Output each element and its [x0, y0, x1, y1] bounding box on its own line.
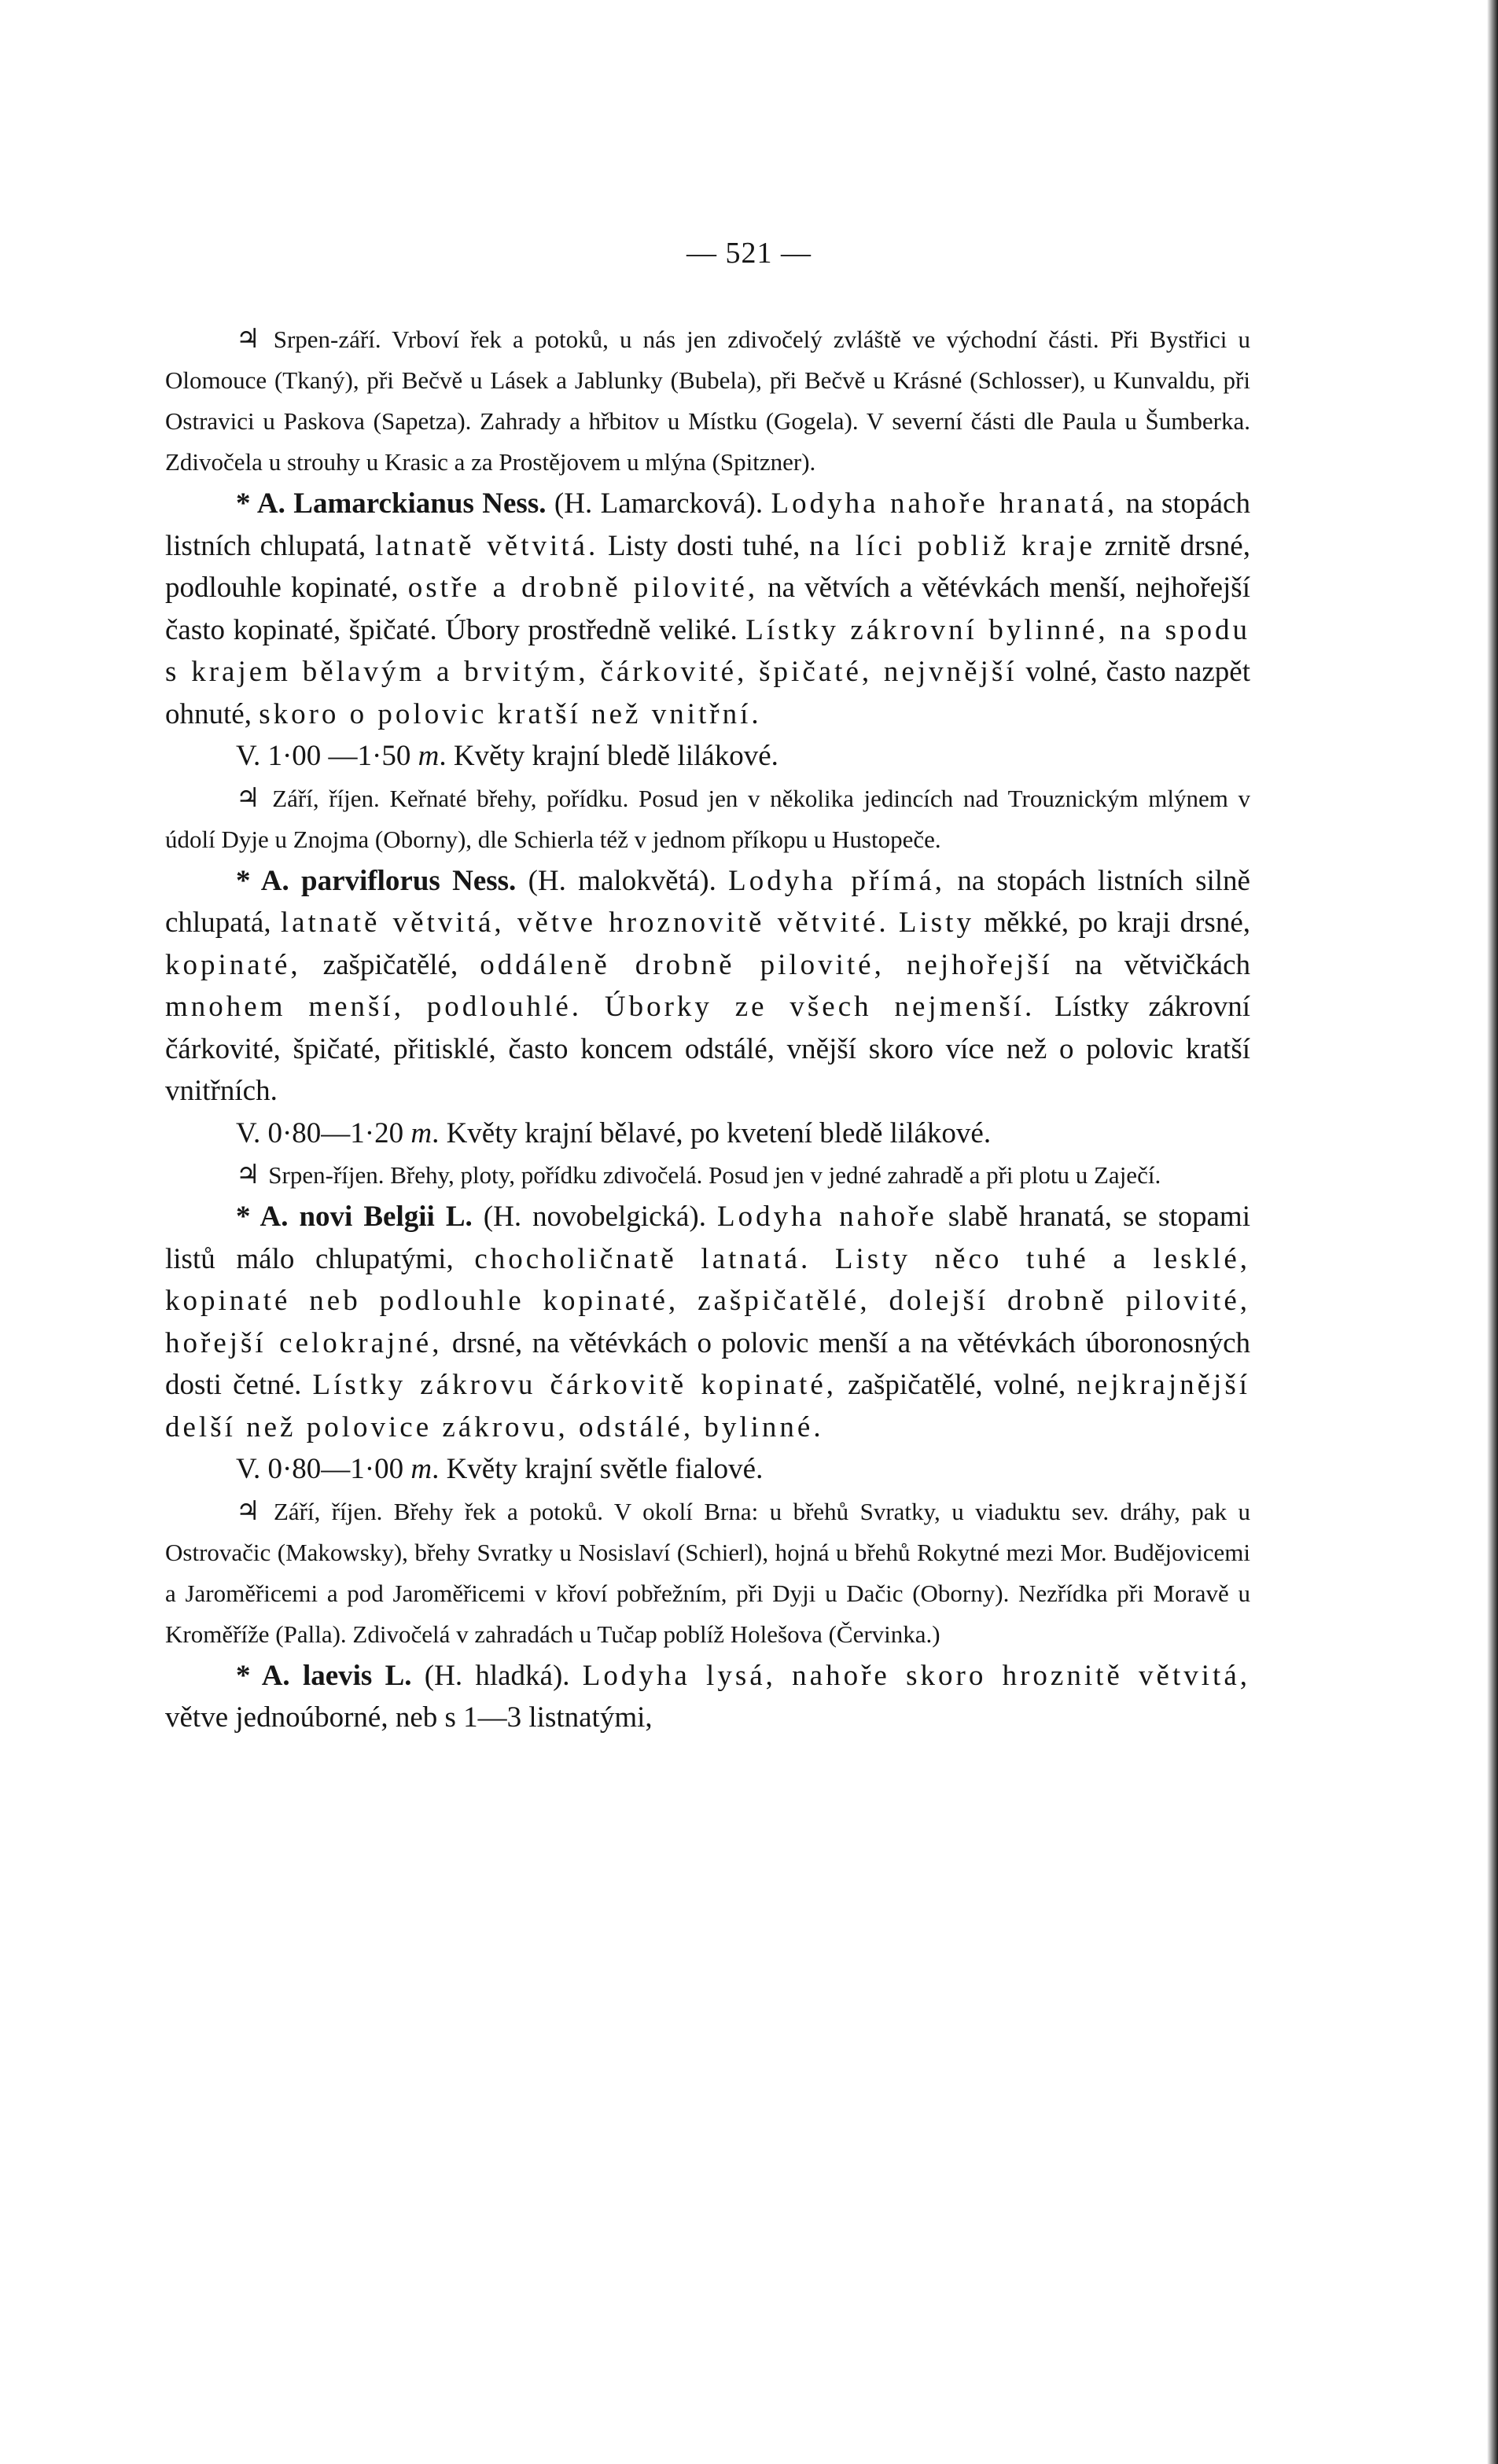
- text-run: zašpičatělé, volné,: [837, 1369, 1077, 1401]
- text-run: (H. malokvětá).: [516, 864, 729, 897]
- spaced-emphasis: na líci pobliž kraje: [809, 529, 1095, 562]
- text-run: na stopách listních silně chlupatá,: [165, 864, 1250, 939]
- spaced-emphasis: nejhořejší: [906, 948, 1053, 981]
- species-name: * A. novi Belgii L.: [236, 1201, 473, 1233]
- spaced-emphasis: Lístky zákrovu čárkovitě kopinaté,: [312, 1369, 837, 1401]
- paragraph-p11: [165, 1655, 1250, 1739]
- spaced-emphasis: nejkrajnější delší než polovice zákrovu, odstálé, bylinné.: [165, 1369, 1250, 1443]
- text-run: slabě hranatá, se stopami listů málo chlupatými,: [165, 1201, 1250, 1275]
- text-run: zrnitě drsné, podlouhle kopinaté,: [165, 529, 1250, 604]
- perennial-symbol: ♃: [236, 781, 273, 814]
- text-run: na stopách listních chlupatá,: [165, 487, 1250, 562]
- spaced-emphasis: latnatě větvitá, větve hroznovitě větvité.: [280, 907, 889, 939]
- text-run: . Květy krajní bělavé, po kvetení bledě lilákové.: [432, 1116, 992, 1149]
- perennial-symbol: ♃: [236, 323, 274, 355]
- perennial-symbol: ♃: [236, 1495, 274, 1527]
- paragraph-p2: [165, 483, 1250, 735]
- text-run: . Květy krajní bledě lilákové.: [439, 740, 778, 772]
- species-name: * A. laevis L.: [236, 1659, 412, 1692]
- paragraph-p1: [165, 318, 1250, 483]
- spaced-emphasis: Lodyha lysá, nahoře skoro hroznitě větvitá,: [582, 1659, 1250, 1692]
- text-run: zašpičatělé,: [300, 948, 480, 981]
- unit-metres: m: [410, 1453, 432, 1485]
- text-run: V. 1·00 —1·50: [236, 740, 418, 772]
- text-run: větve jednoúborné, neb s 1—3 listnatými,: [165, 1701, 653, 1734]
- text-run: drsné, na větévkách o polovic menší a na větévkách úboronosných dosti četné.: [165, 1326, 1250, 1401]
- spaced-emphasis: chocholičnatě latnatá. Listy něco tuhé a lesklé, kopinaté neb podlouhle kopinaté, zašpičatělé, dolejší drobně pilovité, hořejší celokrajné,: [165, 1242, 1250, 1359]
- spaced-emphasis: ostře a drobně pilovité,: [407, 572, 759, 604]
- spaced-emphasis: mnohem menší, podlouhlé. Úborky ze všech nejmenší.: [165, 991, 1036, 1023]
- spaced-emphasis: latnatě větvitá.: [374, 529, 599, 562]
- species-name: * A. parviflorus Ness.: [236, 864, 517, 897]
- paragraph-p3: [165, 735, 1250, 778]
- spaced-emphasis: oddáleně drobně pilovité,: [480, 948, 885, 981]
- paragraph-p5: [165, 860, 1250, 1112]
- text-run: na větvičkách: [1052, 948, 1251, 981]
- text-run: V. 0·80—1·00: [236, 1453, 411, 1485]
- page-number: — 521 —: [686, 237, 812, 270]
- species-name: * A. Lamarckianus Ness.: [236, 487, 547, 520]
- text-run: Srpen-září. Vrboví řek a potoků, u nás jen zdivočelý zvláště ve východní části. Při Bystřici u Olomouce (Tkaný), při Bečvě u Lásek a Jablunky (Bubela), při Bečvě u Krásné (Schlosser), u Kunvaldu, při Ostravici u Paskova (Sapetza). Zahrady a hřbitov u Místku (Gogela). V severní části dle Paula u Šumberka. Zdivočela u strouhy u Krasic a za Prostějovem u mlýna (Spitzner).: [165, 325, 1250, 476]
- text-run: Září, říjen. Keřnaté břehy, pořídku. Posud jen v několika jedincích nad Trouznickým mlýnem v údolí Dyje u Znojma (Oborny), dle Schierla též v jednom příkopu u Hustopeče.: [165, 784, 1250, 853]
- paragraph-p6: [165, 1112, 1250, 1155]
- unit-metres: m: [418, 740, 440, 772]
- text-run: na větvích a větévkách menší, nejhořejší často kopinaté, špičaté. Úbory prostředně veliké.: [165, 572, 1250, 646]
- spaced-emphasis: Lístky zákrovní bylinné, na spodu s krajem bělavým a brvitým, čárkovité, špičaté, nejvnější: [165, 613, 1251, 688]
- spaced-emphasis: Lodyha nahoře hranatá,: [771, 487, 1118, 520]
- text-run: Lístky zákrovní čárkovité, špičaté, přitisklé, často koncem odstálé, vnější skoro více než o polovic kratší vnitřních.: [165, 991, 1250, 1107]
- text-run: Listy dosti tuhé,: [598, 529, 810, 562]
- text-block: [165, 318, 1250, 1739]
- spaced-emphasis: kopinaté,: [165, 948, 301, 981]
- text-run: Září, říjen. Břehy řek a potoků. V okolí Brna: u břehů Svratky, u viaduktu sev. dráhy, pak u Ostrovačic (Makowsky), břehy Svratky u Nosislaví (Schierl), hojná u břehů Rokytné mezi Mor. Budějovicemi a Jaroměřicemi a pod Jaroměřicemi v křoví pobřežním, při Dyji u Dačic (Oborny). Nezřídka při Moravě u Kroměříže (Palla). Zdivočelá v zahradách u Tučap poblíž Holešova (Červinka.): [165, 1497, 1250, 1648]
- text-run: (H. hladká).: [411, 1659, 583, 1692]
- paragraph-p4: [165, 778, 1250, 860]
- text-run: (H. novobelgická).: [472, 1201, 718, 1233]
- text-run: (H. Lamarcková).: [546, 487, 771, 520]
- text-run: [885, 949, 907, 981]
- text-run: [889, 907, 899, 939]
- paragraph-p9: [165, 1448, 1250, 1491]
- paragraph-p10: [165, 1491, 1250, 1655]
- spaced-emphasis: Listy: [898, 907, 974, 939]
- unit-metres: m: [410, 1116, 432, 1149]
- spaced-emphasis: Lodyha přímá,: [728, 864, 946, 897]
- page-edge-shadow: [1487, 0, 1498, 2464]
- text-run: . Květy krajní světle fialové.: [432, 1453, 764, 1485]
- perennial-symbol: ♃: [236, 1159, 269, 1190]
- paragraph-p8: [165, 1196, 1250, 1448]
- spaced-emphasis: skoro o polovic kratší než vnitřní.: [259, 697, 762, 730]
- paragraph-p7: [165, 1154, 1250, 1196]
- spaced-emphasis: Lodyha nahoře: [717, 1201, 937, 1233]
- text-run: volné, často nazpět ohnuté,: [165, 656, 1250, 730]
- text-run: Srpen-říjen. Břehy, ploty, pořídku zdivočelá. Posud jen v jedné zahradě a při plotu u Zaječí.: [268, 1161, 1161, 1189]
- text-run: V. 0·80—1·20: [236, 1116, 411, 1149]
- text-run: měkké, po kraji drsné,: [974, 907, 1251, 939]
